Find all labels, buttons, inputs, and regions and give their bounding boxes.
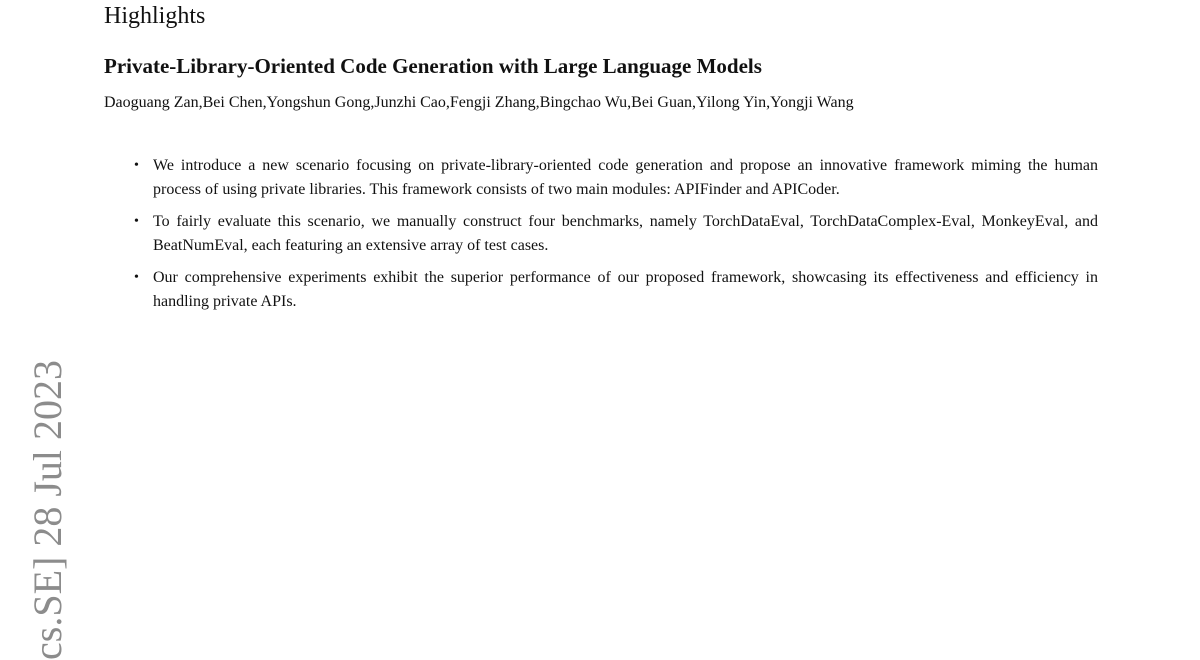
- bullet-icon: •: [134, 214, 139, 229]
- section-heading: Highlights: [104, 3, 206, 29]
- highlight-text: Our comprehensive experiments exhibit the superior performance of our proposed framework, showcasing its effectiveness and efficiency in handling private APIs.: [153, 269, 1098, 310]
- highlights-list: [130, 154, 1098, 322]
- highlight-item-3: [130, 266, 1098, 314]
- highlight-text: We introduce a new scenario focusing on private-library-oriented code generation and propose an innovative framework miming the human process of using private libraries. This framework consists of two main modules: APIFinder and APICoder.: [153, 157, 1098, 198]
- highlight-text: To fairly evaluate this scenario, we manually construct four benchmarks, namely TorchDataEval, TorchDataComplex-Eval, MonkeyEval, and BeatNumEval, each featuring an extensive array of test cases.: [153, 213, 1098, 254]
- paper-title: Private-Library-Oriented Code Generation with Large Language Models: [104, 54, 762, 78]
- author-list: Daoguang Zan,Bei Chen,Yongshun Gong,Junzhi Cao,Fengji Zhang,Bingchao Wu,Bei Guan,Yilong Yin,Yongji Wang: [104, 94, 854, 111]
- bullet-icon: •: [134, 270, 139, 285]
- arxiv-side-stamp: cs.SE] 28 Jul 2023: [25, 360, 70, 660]
- highlight-item-2: [130, 210, 1098, 258]
- highlight-item-1: [130, 154, 1098, 202]
- bullet-icon: •: [134, 158, 139, 173]
